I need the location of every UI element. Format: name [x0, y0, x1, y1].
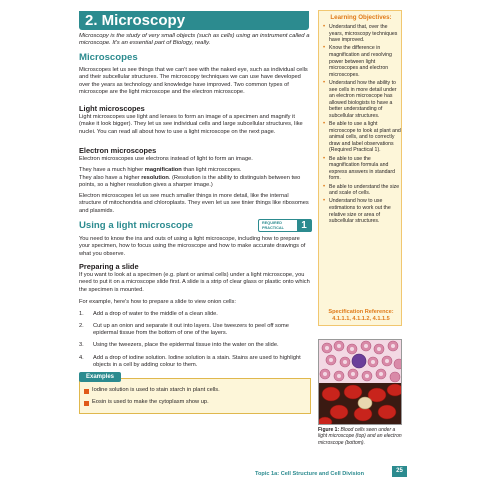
electron-line2 [79, 167, 311, 174]
example-item: Eosin is used to make the cytoplasm show up. [92, 399, 209, 405]
electron-line3 [79, 175, 311, 190]
example-bullet-icon [84, 401, 89, 406]
objective-item: • Be able to understand the size and scale of cells. [323, 184, 401, 197]
objective-item: • Understand how the ability to see cells in more detail under an electron microscope has allowed biologists to have a better understanding of subcellular structures. [323, 80, 401, 120]
slide-example-intro: For example, here's how to prepare a slide to view onion cells: [79, 299, 236, 305]
heading-microscopes: Microscopes [79, 52, 138, 63]
step-number: 1. [79, 311, 84, 317]
blood-cells-figure [318, 339, 402, 425]
step-number: 3. [79, 342, 84, 348]
examples-tab [79, 372, 121, 382]
microscopes-body: Microscopes let us see things that we can't see with the naked eye, such as individual cells and their subcellular structures. The microscopy techniques we can use have developed over the years as technology and knowledge have improved. Two common types of microscope are the light microscope and the electron microscope. [79, 67, 308, 95]
objective-item: • Know the difference in magnification and resolving power between light microscopes and electron microscopes. [323, 45, 401, 78]
using-body: You need to know the ins and outs of using a light microscope, including how to prepare your specimen, how to focus using the microscope and how to make accurate drawings of what you observe. [79, 236, 306, 257]
figure-caption [318, 427, 404, 446]
step-number: 2. [79, 323, 84, 329]
required-practical-number: 1 [297, 219, 311, 232]
objective-item: • Be able to use a light microscope to look at plant and animal cells, and to correctly draw and label observations (Required Practical 1). [323, 121, 401, 154]
specification-refs: 4.1.1.1, 4.1.1.2, 4.1.1.5 [332, 316, 390, 322]
electron-line1: Electron microscopes use electrons instead of light to form an image. [79, 156, 253, 162]
required-practical-label: REQUIRED PRACTICAL [262, 221, 284, 230]
objective-item: • Understand how to use estimations to work out the relative size or area of subcellular structures. [323, 198, 401, 224]
electron-line3a: They also have a higher [79, 175, 142, 181]
objective-item: • Be able to use the magnification formula and express answers in standard form. [323, 156, 401, 182]
heading-preparing-slide: Preparing a slide [79, 262, 139, 271]
intro-text: Microscopy is the study of very small objects (such as cells) using an instrument called a microscope. It's an essential part of Biology, really. [79, 33, 310, 47]
step-text: Add a drop of iodine solution. Iodine solution is a stain. Stains are used to highlight objects in a cell by adding colour to them. [93, 355, 301, 369]
page-number: 25 [392, 466, 407, 477]
electron-line3c: . (Resolution is the ability to distinguish between two points, so a higher resolution gives a sharper image.) [79, 175, 301, 189]
figure-label: Figure 1: [318, 427, 340, 433]
electron-line2c: than light microscopes. [181, 167, 242, 173]
electron-line4: Electron microscopes let us see much smaller things in more detail, like the internal structure of mitochondria and chloroplasts. They even let us see tinier things like ribosomes and plasmids. [79, 193, 309, 214]
term-resolution: resolution [141, 175, 169, 181]
examples-tab-label: Examples [85, 374, 115, 380]
required-practical-badge [258, 219, 312, 232]
heading-light-microscopes: Light microscopes [79, 104, 145, 113]
objectives-list [323, 24, 401, 226]
example-bullet-icon [84, 389, 89, 394]
specification-title: Specification Reference: [328, 309, 394, 315]
step-text: Using the tweezers, place the epidermal tissue into the water on the slide. [93, 342, 279, 348]
learning-objectives-sidebar [318, 10, 402, 326]
blood-cells-image [319, 340, 402, 425]
electron-line2a: They have a much higher [79, 167, 145, 173]
light-body: Light microscopes use light and lenses to form an image of a specimen and magnify it (make it look bigger). They let us see individual cells and large subcellular structures, like nuclei. You can read all about how to use a light microscope on the next page. [79, 114, 303, 135]
step-text: Add a drop of water to the middle of a clean slide. [93, 311, 218, 317]
examples-box [79, 378, 311, 414]
page-title: 2. Microscopy [85, 12, 186, 29]
title-bar [79, 11, 309, 30]
figure-caption-text: Blood cells seen under a light microscope (top) and an electron microscope (bottom). [318, 427, 402, 446]
slide-body: If you want to look at a specimen (e.g. plant or animal cells) under a light microscope, you need to put it on a microscope slide first. A slide is a strip of clear glass or plastic onto which the specimen is mounted. [79, 272, 310, 293]
objective-item: • Understand that, over the years, microscopy techniques have improved. [323, 24, 401, 44]
example-item: Iodine solution is used to stain starch in plant cells. [92, 387, 220, 393]
footer-topic: Topic 1a: Cell Structure and Cell Division [255, 471, 364, 477]
heading-electron-microscopes: Electron microscopes [79, 146, 157, 155]
heading-using-light-microscope: Using a light microscope [79, 220, 194, 231]
step-text: Cut up an onion and separate it out into layers. Use tweezers to peel off some epidermal tissue from the bottom of one of the layers. [93, 323, 289, 337]
term-magnification: magnification [144, 167, 182, 173]
learning-objectives-title: Learning Objectives: [330, 14, 392, 21]
step-number: 4. [79, 355, 84, 361]
